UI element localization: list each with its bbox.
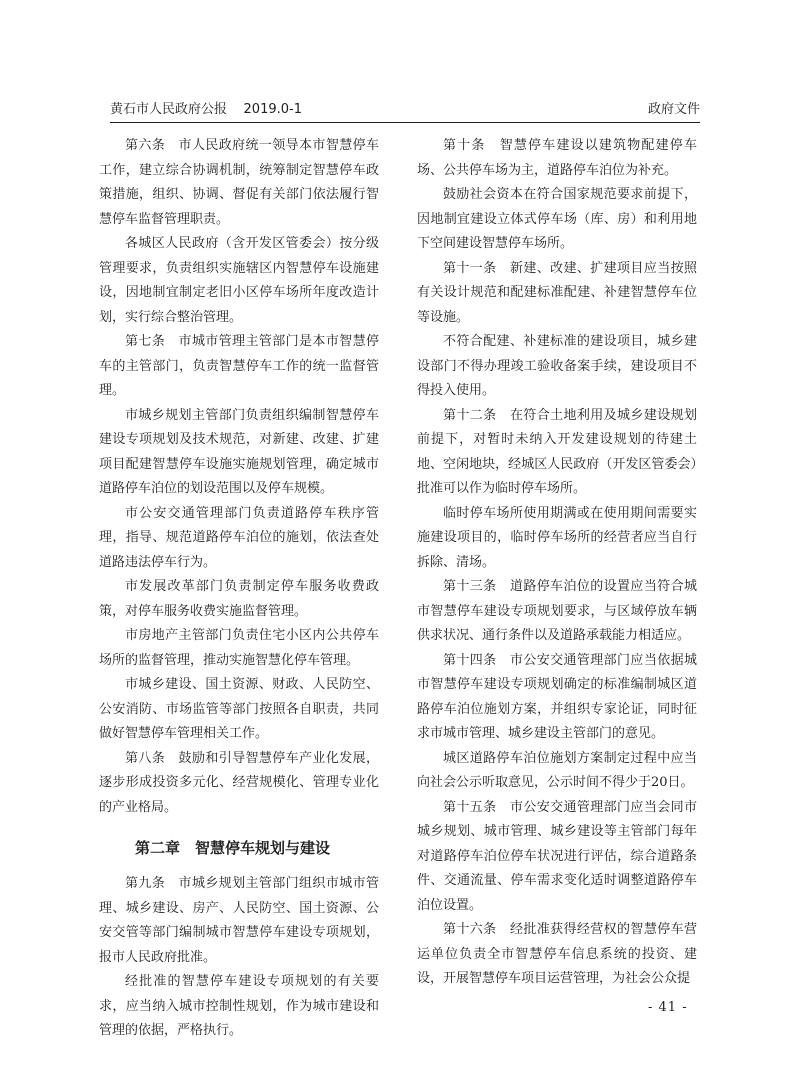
right-column — [417, 134, 697, 992]
bulletin-title: 黄石市人民政府公报 2019.0-1 — [110, 102, 302, 117]
header-rule — [110, 122, 700, 123]
article-13: 第十三条 道路停车泊位的设置应当符合城市智慧停车建设专项规划要求，与区域停放车辆供求状况、通行条件以及道路承载能力相适应。 — [417, 579, 697, 643]
paragraph: 市城乡建设、国土资源、财政、人民防空、公安消防、市场监管等部门按照各自职责，共同做好智慧停车管理相关工作。 — [99, 677, 379, 741]
paragraph: 各城区人民政府（含开发区管委会）按分级管理要求，负责组织实施辖区内智慧停车设施建设，因地制宜制定老旧小区停车场所年度改造计划，实行综合整治管理。 — [99, 236, 379, 325]
left-column — [99, 134, 379, 1044]
paragraph: 城区道路停车泊位施划方案制定过程中应当向社会公示听取意见，公示时间不得少于20日。 — [417, 750, 697, 790]
article-10: 第十条 智慧停车建设以建筑物配建停车场、公共停车场为主，道路停车泊位为补充。 — [417, 138, 697, 178]
paragraph: 不符合配建、补建标准的建设项目，城乡建设部门不得办理竣工验收备案手续，建设项目不得投入使用。 — [417, 334, 697, 398]
article-14: 第十四条 市公安交通管理部门应当依据城市智慧停车建设专项规划确定的标准编制城区道路停车泊位施划方案，并组织专家论证，同时征求市城市管理、城乡建设主管部门的意见。 — [417, 652, 697, 741]
article-15: 第十五条 市公安交通管理部门应当会同市城乡规划、城市管理、城乡建设等主管部门每年对道路停车泊位停车状况进行评估，综合道路条件、交通流量、停车需求变化适时调整道路停车泊位设置。 — [417, 799, 697, 913]
article-11: 第十一条 新建、改建、扩建项目应当按照有关设计规范和配建标准配建、补建智慧停车位等设施。 — [417, 260, 697, 325]
paragraph: 市城乡规划主管部门负责组织编制智慧停车建设专项规划及技术规范，对新建、改建、扩建项目配建智慧停车设施实施规划管理，确定城市道路停车泊位的划设范围以及停车规模。 — [99, 407, 379, 496]
paragraph: 市公安交通管理部门负责道路停车秩序管理，指导、规范道路停车泊位的施划，依法查处道路违法停车行为。 — [99, 505, 379, 570]
section-label: 政府文件 — [647, 102, 700, 117]
paragraph: 经批准的智慧停车建设专项规划的有关要求，应当纳入城市控制性规划，作为城市建设和管理的依据，严格执行。 — [99, 974, 379, 1038]
article-9: 第九条 市城乡规划主管部门组织市城市管理、城乡建设、房产、人民防空、国土资源、公安交管等部门编制城市智慧停车建设专项规划，报市人民政府批准。 — [99, 876, 379, 965]
paragraph: 鼓励社会资本在符合国家规范要求前提下，因地制宜建设立体式停车场（库、房）和利用地下空间建设智慧停车场所。 — [417, 187, 697, 251]
page-number: - 41 - — [648, 1000, 688, 1015]
article-7: 第七条 市城市管理主管部门是本市智慧停车的主管部门，负责智慧停车工作的统一监督管理。 — [99, 334, 379, 398]
chapter-title: 第二章 智慧停车规划与建设 — [135, 839, 331, 857]
paragraph: 市发展改革部门负责制定停车服务收费政策，对停车服务收费实施监督管理。 — [99, 579, 379, 619]
page-header — [110, 98, 700, 120]
article-16: 第十六条 经批准获得经营权的智慧停车营运单位负责全市智慧停车信息系统的投资、建设，开展智慧停车项目运营管理，为社会公众提 — [417, 922, 697, 986]
paragraph: 临时停车场所使用期满或在使用期间需要实施建设项目的，临时停车场所的经营者应当自行拆除、清场。 — [417, 505, 697, 570]
article-6: 第六条 市人民政府统一领导本市智慧停车工作，建立综合协调机制，统筹制定智慧停车政策措施，组织、协调、督促有关部门依法履行智慧停车监督管理职责。 — [99, 138, 379, 227]
paragraph: 市房地产主管部门负责住宅小区内公共停车场所的监督管理，推动实施智慧化停车管理。 — [99, 628, 379, 668]
article-12: 第十二条 在符合土地利用及城乡建设规划前提下，对暂时未纳入开发建设规划的待建土地、空闲地块，经城区人民政府（开发区管委会）批准可以作为临时停车场所。 — [417, 407, 697, 496]
article-8: 第八条 鼓励和引导智慧停车产业化发展，逐步形成投资多元化、经营规模化、管理专业化的产业格局。 — [99, 750, 379, 815]
